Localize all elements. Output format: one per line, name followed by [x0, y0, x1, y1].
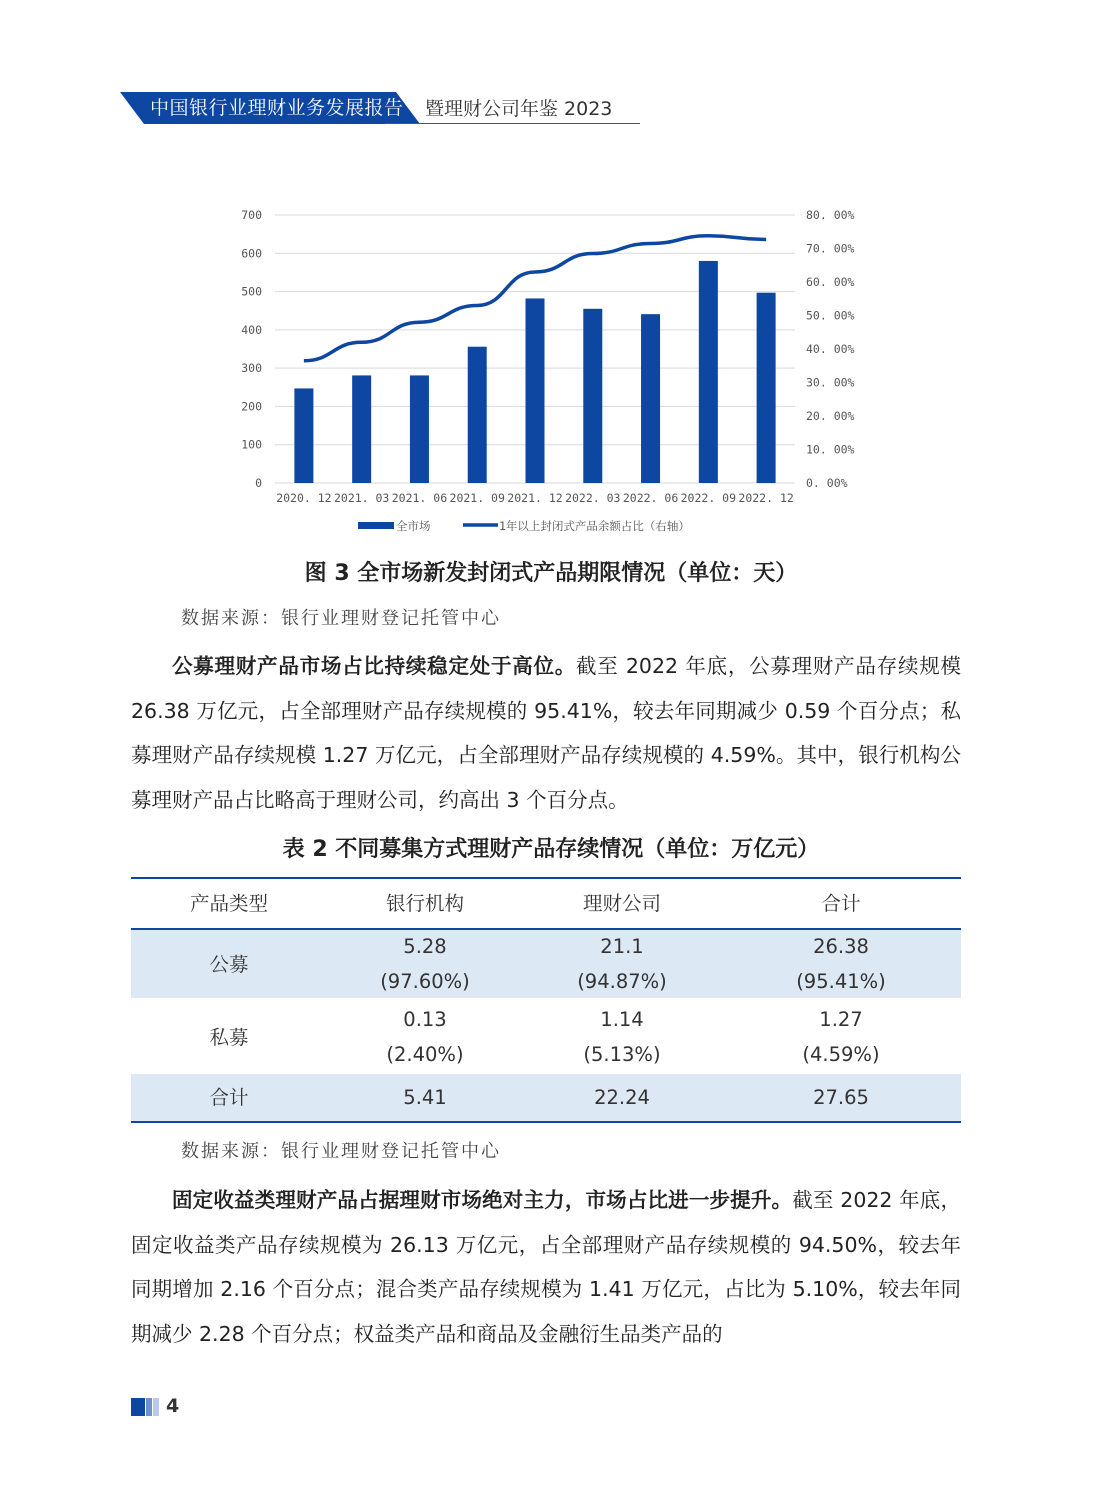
table-source: 数据来源：银行业理财登记托管中心 — [181, 1141, 501, 1162]
row-label: 公募 — [209, 952, 249, 976]
paragraph-body: 截至 2022 年底，固定收益类产品存续规模为 26.13 万亿元，占全部理财产品存续规模的 94.50%，较去年同期增加 2.16 个百分点；混合类产品存续规模为 1.41 万亿元，占比为 5.10%，较去年同期减少 2.28 个百分点；权益类产品和商品及金融衍生品类产品的 — [131, 1188, 961, 1346]
figure-source: 数据来源：银行业理财登记托管中心 — [181, 608, 501, 629]
row-label: 合计 — [209, 1086, 249, 1109]
y-right-tick-label: 40. 00% — [806, 342, 855, 356]
x-tick-label: 2022. 03 — [565, 491, 621, 505]
x-tick-label: 2021. 09 — [449, 491, 505, 505]
y-left-tick-label: 300 — [241, 361, 262, 376]
bar — [352, 375, 371, 483]
table-header-cell: 产品类型 — [189, 892, 268, 915]
y-left-tick-label: 600 — [241, 246, 262, 261]
legend-label: 全市场 — [396, 519, 431, 533]
y-right-tick-label: 20. 00% — [806, 409, 855, 423]
table-cell: 0.13 (2.40%) — [386, 1008, 464, 1066]
y-right-tick-label: 80. 00% — [806, 208, 855, 222]
table-row — [131, 1000, 961, 1074]
y-left-tick-label: 400 — [241, 322, 262, 337]
row-label: 私募 — [209, 1025, 249, 1049]
x-tick-label: 2022. 06 — [622, 491, 679, 505]
bar — [583, 309, 602, 483]
legend-swatch-bar — [358, 522, 394, 529]
bar — [410, 375, 429, 483]
bar — [757, 293, 776, 483]
table-cell: 1.27 (4.59%) — [802, 1008, 880, 1066]
table-cell: 5.41 — [403, 1086, 447, 1109]
table-header-cell: 理财公司 — [582, 892, 661, 915]
footer-mark — [153, 1398, 159, 1416]
y-right-tick-label: 70. 00% — [806, 241, 855, 256]
y-right-tick-label: 10. 00% — [806, 442, 855, 457]
y-left-tick-label: 0 — [255, 476, 262, 490]
bar — [468, 347, 487, 483]
y-left-tick-label: 200 — [241, 399, 262, 414]
table-cell: 1.14 (5.13%) — [583, 1008, 661, 1066]
x-tick-label: 2021. 06 — [391, 491, 448, 505]
table-cell: 22.24 — [594, 1086, 650, 1109]
table-cell: 27.65 — [813, 1086, 869, 1109]
paragraph-fixed-income — [131, 1178, 961, 1356]
y-left-tick-label: 700 — [241, 208, 262, 222]
bar — [699, 261, 718, 483]
footer-mark — [146, 1398, 152, 1416]
bar — [294, 388, 313, 483]
footer-mark — [131, 1398, 145, 1416]
paragraph-public-offering — [131, 644, 961, 822]
x-tick-label: 2021. 03 — [333, 491, 390, 505]
header-rule — [385, 123, 640, 124]
table-row — [131, 930, 961, 998]
paragraph-body: 截至 2022 年底，公募理财产品存续规模 26.38 万亿元，占全部理财产品存续规模的 95.41%，较去年同期减少 0.59 个百分点；私募理财产品存续规模 1.27 万亿元，占全部理财产品存续规模的 4.59%。其中，银行机构公募理财产品占比略高于理财公司，约高出 3 个百分点。 — [131, 654, 961, 812]
report-subtitle: 暨理财公司年鉴 2023 — [425, 98, 613, 120]
x-tick-label: 2021. 12 — [507, 491, 563, 505]
bar — [641, 314, 660, 483]
table-row-total — [131, 1074, 961, 1121]
bar — [526, 298, 545, 483]
figure-caption: 图 3 全市场新发封闭式产品期限情况（单位：天） — [304, 561, 798, 586]
y-right-tick-label: 60. 00% — [806, 275, 855, 289]
x-tick-label: 2022. 12 — [738, 491, 794, 505]
x-tick-label: 2022. 09 — [680, 491, 737, 505]
table-bottom-rule — [131, 1121, 961, 1123]
bar-line-chart — [230, 200, 870, 545]
y-left-tick-label: 100 — [241, 437, 262, 452]
report-title: 中国银行业理财业务发展报告 — [150, 97, 404, 119]
table-caption: 表 2 不同募集方式理财产品存续情况（单位：万亿元） — [282, 837, 820, 862]
x-tick-label: 2020. 12 — [276, 491, 332, 505]
table-cell: 26.38 (95.41%) — [796, 935, 886, 993]
paragraph-lead: 公募理财产品市场占比持续稳定处于高位。 — [172, 654, 577, 678]
y-right-tick-label: 30. 00% — [806, 375, 855, 390]
y-left-tick-label: 500 — [241, 284, 262, 299]
table-header-cell: 银行机构 — [385, 892, 464, 915]
table-cell: 5.28 (97.60%) — [380, 935, 470, 993]
paragraph-lead: 固定收益类理财产品占据理财市场绝对主力，市场占比进一步提升。 — [172, 1188, 793, 1212]
y-right-tick-label: 0. 00% — [806, 476, 848, 490]
table-cell: 21.1 (94.87%) — [577, 935, 667, 993]
page-number: 4 — [166, 1395, 180, 1417]
y-right-tick-label: 50. 00% — [806, 308, 855, 323]
table-header-row — [131, 879, 961, 928]
table-header-cell: 合计 — [821, 892, 861, 915]
legend-label: 1年以上封闭式产品余额占比（右轴） — [499, 519, 690, 533]
